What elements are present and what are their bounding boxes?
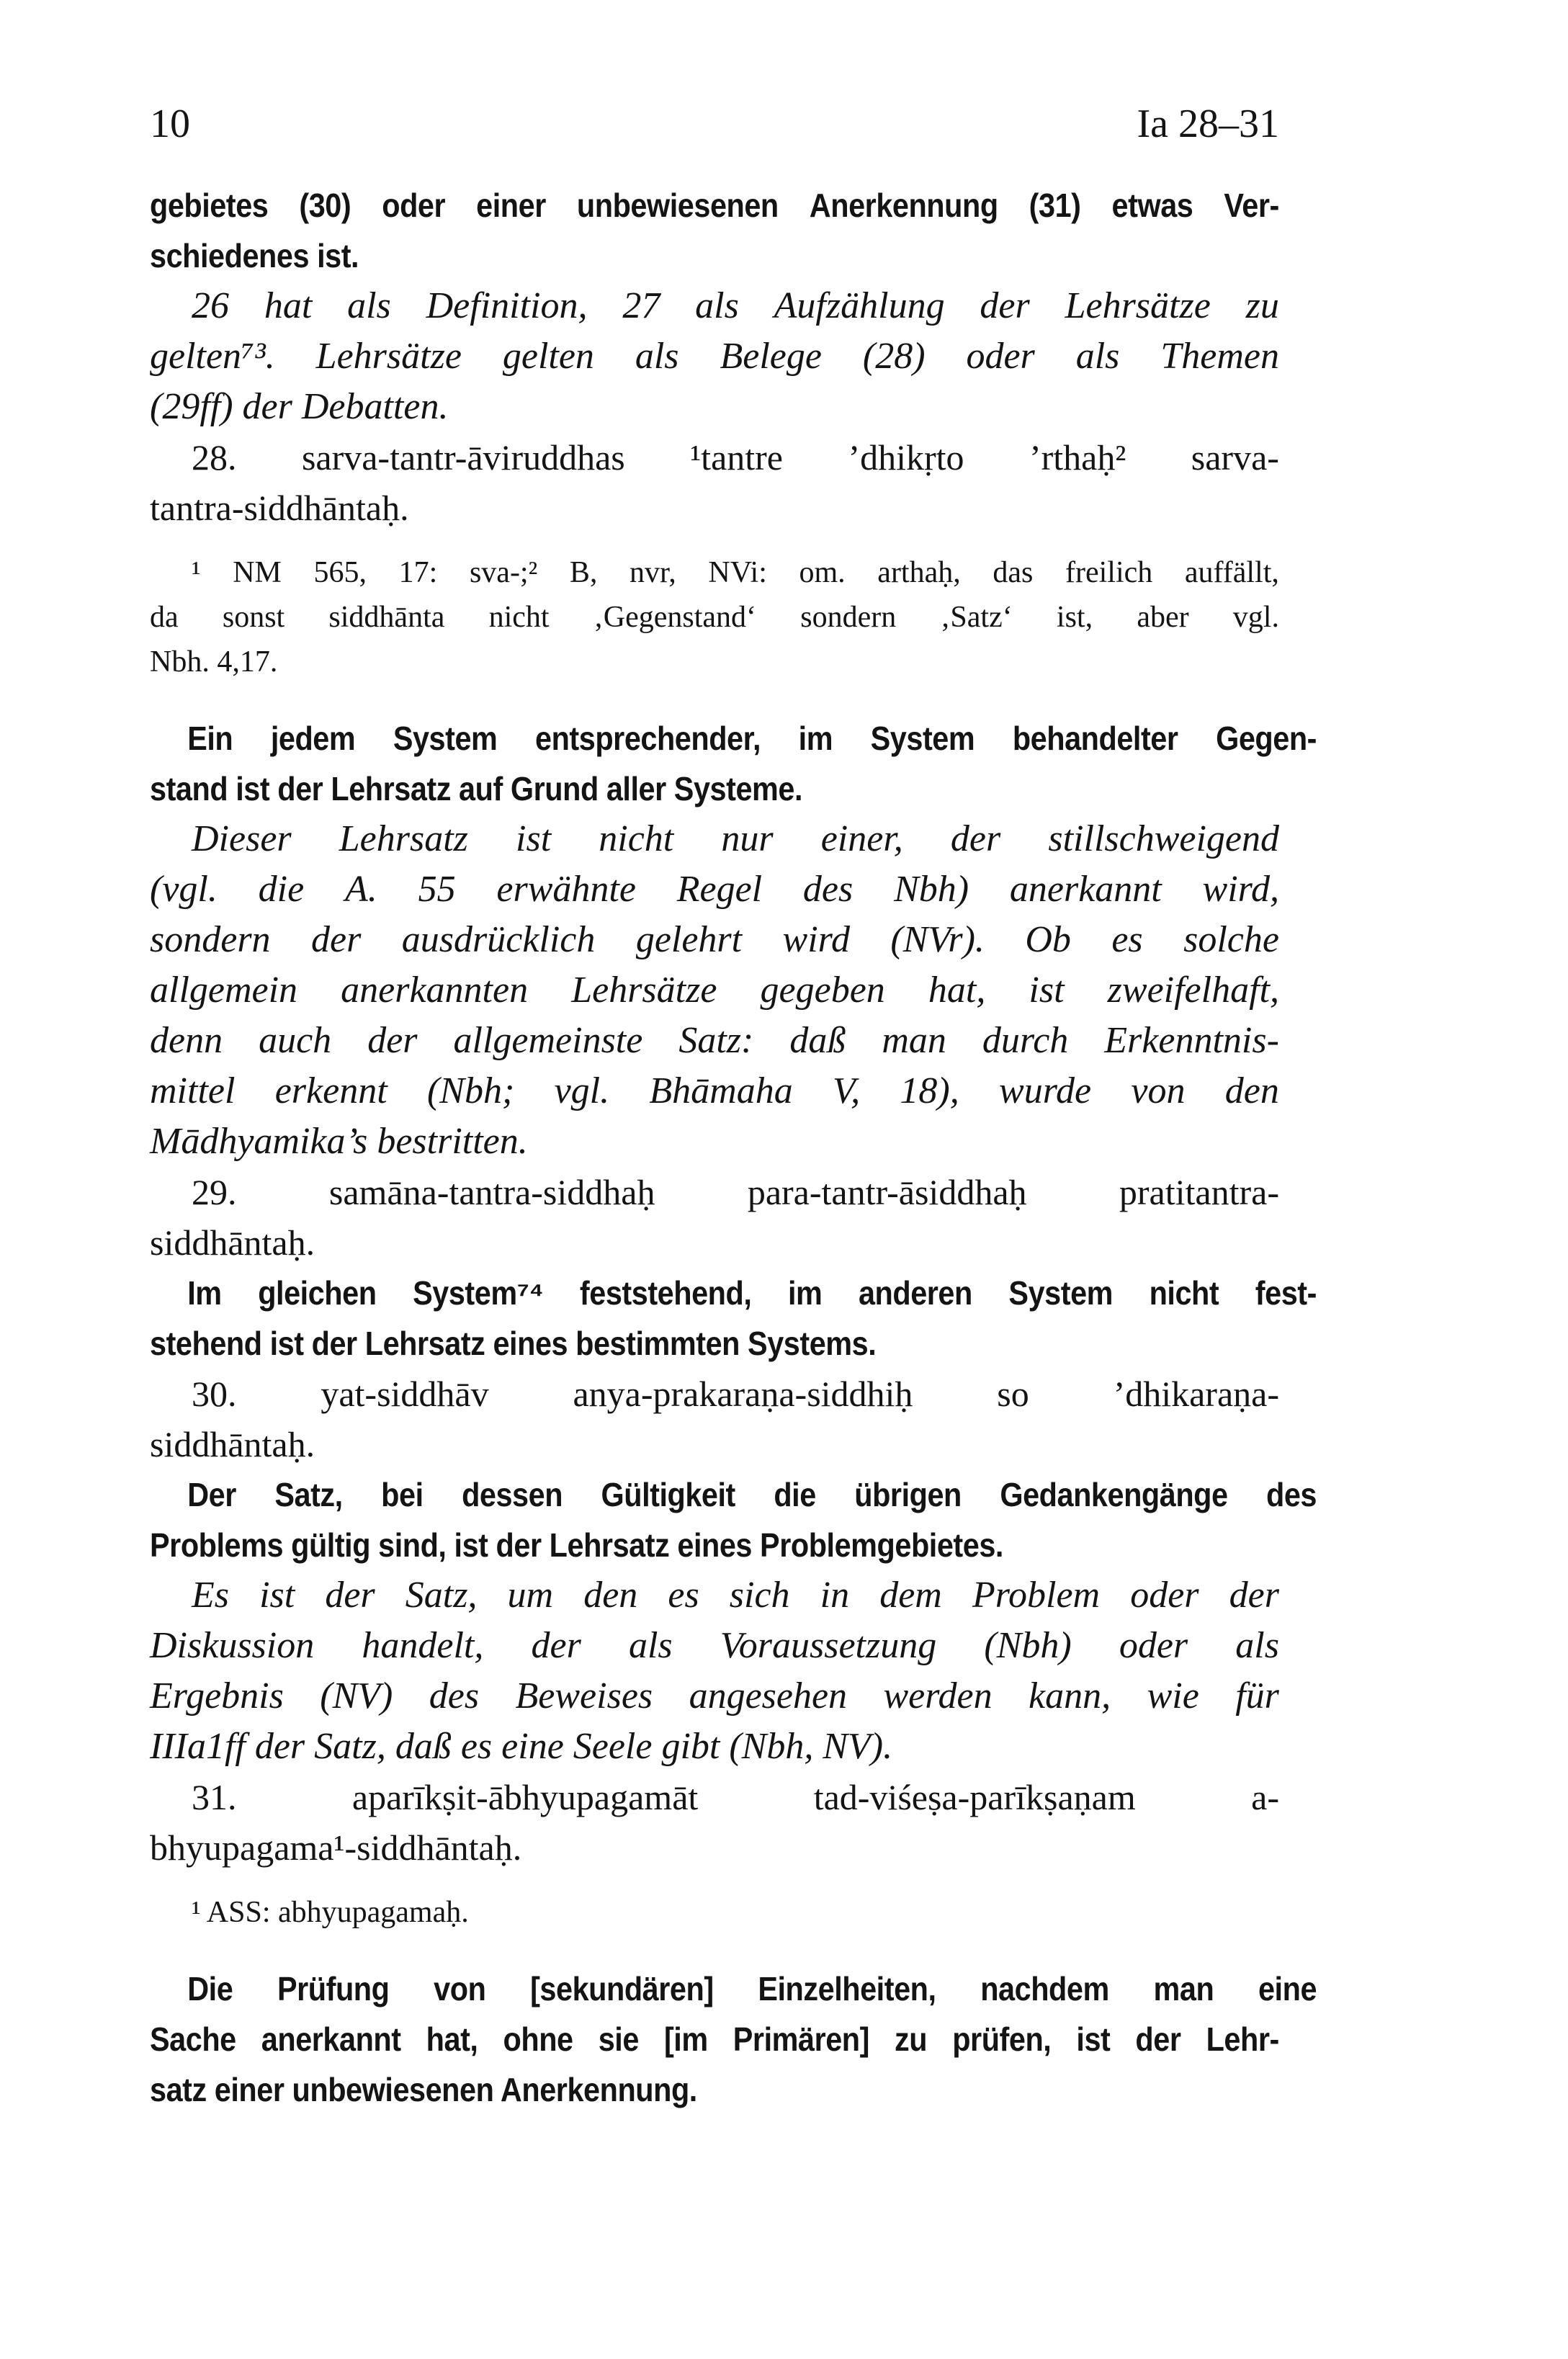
text-line: [150, 1016, 1279, 1066]
word: ist: [259, 1575, 295, 1616]
word: sich: [729, 1575, 790, 1616]
word: etwas: [1111, 187, 1193, 224]
word: Der: [187, 1476, 236, 1513]
word: 17:: [398, 556, 438, 589]
word: Definition,: [426, 285, 588, 326]
word: für: [1235, 1675, 1279, 1716]
word: durch: [982, 1020, 1069, 1061]
text-line: [150, 864, 1279, 915]
word: Beweises: [515, 1675, 653, 1716]
word: Im: [187, 1274, 222, 1312]
word: wird: [782, 919, 850, 960]
word: NM: [233, 556, 282, 589]
text-line: [150, 713, 1317, 764]
word: von: [1131, 1070, 1186, 1111]
footnote-block: [150, 550, 1279, 684]
word: aparīkṣit-ābhyupagamāt: [351, 1777, 699, 1817]
word: ist: [1076, 2020, 1111, 2058]
word: Themen: [1160, 336, 1279, 377]
text-line: stand ist der Lehrsatz auf Grund aller Systeme.: [150, 770, 803, 807]
commentary-block: [150, 1570, 1279, 1772]
word: vgl.: [1232, 601, 1279, 634]
word: man: [882, 1020, 946, 1061]
word: oder: [966, 336, 1035, 377]
word: 18),: [900, 1070, 959, 1111]
word: nachdem: [980, 1970, 1109, 2007]
text-line: [150, 1066, 1279, 1116]
word: übrigen: [854, 1476, 962, 1513]
word: der: [311, 919, 362, 960]
word: gegeben: [760, 970, 885, 1011]
word: den: [583, 1575, 638, 1616]
word: [im: [663, 2020, 708, 2058]
word: Primären]: [733, 2020, 869, 2058]
word: Gültigkeit: [601, 1476, 735, 1513]
text-line: schiedenes ist.: [150, 237, 359, 274]
text-line: IIIa1ff der Satz, daß es eine Seele gibt (Nbh, NV).: [150, 1726, 893, 1767]
word: ’rthaḥ²: [1029, 437, 1126, 478]
word: Bhāmaha: [649, 1070, 793, 1111]
word: ’dhikaraṇa-: [1113, 1374, 1279, 1414]
word: Nbh): [894, 869, 969, 910]
word: sie: [598, 2020, 639, 2058]
word: Die: [187, 1970, 233, 2007]
section-reference: Ia 28–31: [1137, 102, 1279, 146]
text-line: Problems gültig sind, ist der Lehrsatz eines Problemgebietes.: [150, 1526, 1003, 1564]
word: der: [1229, 1575, 1279, 1616]
word: als: [1235, 1625, 1279, 1666]
word: 28.: [192, 437, 237, 478]
text-line: [150, 331, 1279, 382]
word: als: [347, 285, 391, 326]
word: so: [997, 1374, 1029, 1414]
sutra-block: [150, 1369, 1279, 1469]
word: unbewiesenen: [576, 187, 779, 224]
word: vgl.: [554, 1070, 610, 1111]
footnote-line: [150, 550, 1279, 595]
sutra-block: [150, 1167, 1279, 1268]
text-line: [150, 281, 1279, 331]
word: fest-: [1255, 1274, 1317, 1312]
word: (28): [862, 336, 926, 377]
sutra-block: [150, 1772, 1279, 1873]
word: da: [150, 601, 179, 634]
word: System: [1008, 1274, 1114, 1312]
word: Ver-: [1224, 187, 1279, 224]
word: Lehrsatz: [339, 818, 468, 859]
word: (vgl.: [150, 869, 218, 910]
word: Voraussetzung: [720, 1625, 937, 1666]
word: ¹: [192, 556, 201, 589]
word: denn: [150, 1020, 223, 1061]
word: man: [1153, 1970, 1214, 2007]
word: kann,: [1029, 1675, 1111, 1716]
text-line: [150, 1369, 1279, 1419]
word: aber: [1137, 601, 1189, 634]
word: des: [802, 869, 854, 910]
word: jedem: [270, 720, 356, 757]
commentary-block: [150, 814, 1279, 1167]
translation-block: [150, 1469, 1317, 1570]
word: ist: [516, 818, 552, 859]
word: Einzelheiten,: [758, 1970, 936, 2007]
word: gelten: [502, 336, 594, 377]
word: gelten⁷³.: [150, 336, 275, 377]
word: sonst: [222, 601, 285, 634]
word: Dieser: [192, 818, 292, 859]
word: handelt,: [362, 1625, 484, 1666]
word: (30): [299, 187, 351, 224]
word: gebietes: [150, 187, 269, 224]
word: solche: [1183, 919, 1279, 960]
word: nvr,: [629, 556, 676, 589]
word: 27: [622, 285, 660, 326]
word: Lehrsätze: [315, 336, 462, 377]
word: siddhānta: [328, 601, 445, 634]
word: (Nbh): [984, 1625, 1072, 1666]
word: im: [798, 720, 833, 757]
word: hat: [264, 285, 313, 326]
word: sarva-tantr-āviruddhas: [301, 437, 625, 478]
word: ’dhikṛto: [848, 437, 964, 478]
word: Es: [192, 1575, 229, 1616]
word: System: [393, 720, 498, 757]
word: Gegen-: [1216, 720, 1317, 757]
word: Sache: [150, 2020, 236, 2058]
word: sva-;²: [469, 556, 538, 589]
word: nur: [721, 818, 774, 859]
text-line: [150, 965, 1279, 1016]
word: auch: [259, 1020, 332, 1061]
word: Lehr-: [1206, 2020, 1279, 2058]
footnote-line: [150, 595, 1279, 640]
word: Anerkennung: [809, 187, 998, 224]
word: om.: [799, 556, 846, 589]
word: Gedankengänge: [1000, 1476, 1228, 1513]
text-line: tantra-siddhāntaḥ.: [150, 488, 409, 528]
word: als: [1075, 336, 1120, 377]
word: wie: [1147, 1675, 1199, 1716]
translation-block: [150, 180, 1279, 281]
word: (NV): [320, 1675, 393, 1716]
word: Satz,: [405, 1575, 478, 1616]
word: dessen: [462, 1476, 563, 1513]
word: anerkannt: [261, 2020, 401, 2058]
word: sondern: [800, 601, 897, 634]
translation-block: [150, 713, 1317, 814]
word: samāna-tantra-siddhaḥ: [328, 1172, 655, 1212]
word: der: [980, 285, 1030, 326]
word: 26: [192, 285, 229, 326]
word: der: [1135, 2020, 1181, 2058]
word: im: [787, 1274, 823, 1312]
word: (Nbh;: [426, 1070, 515, 1111]
word: Ob: [1025, 919, 1071, 960]
word: yat-siddhāv: [321, 1374, 489, 1414]
word: erwähnte: [496, 869, 636, 910]
translation-block: [150, 1268, 1317, 1369]
footnote-line: Nbh. 4,17.: [150, 645, 278, 679]
text-line: [150, 1167, 1279, 1217]
word: stillschweigend: [1048, 818, 1279, 859]
translation-block: [150, 1964, 1317, 2115]
word: nicht: [1149, 1274, 1219, 1312]
word: gelehrt: [635, 919, 743, 960]
word: allgemein: [150, 970, 298, 1011]
word: Lehrsätze: [1065, 285, 1211, 326]
word: pratitantra-: [1119, 1172, 1279, 1212]
word: oder: [1130, 1575, 1199, 1616]
word: eine: [1258, 1970, 1317, 2007]
word: werden: [883, 1675, 993, 1716]
word: System⁷⁴: [413, 1274, 544, 1312]
text-line: [150, 1268, 1317, 1318]
word: Satz:: [678, 1020, 754, 1061]
word: ¹tantre: [690, 437, 783, 478]
word: der: [367, 1020, 418, 1061]
word: in: [820, 1575, 850, 1616]
word: von: [434, 1970, 486, 2007]
word: nicht: [488, 601, 550, 634]
word: oder: [1119, 1625, 1188, 1666]
word: des: [429, 1675, 480, 1716]
word: zu: [895, 2020, 928, 2058]
page-header: [150, 101, 1279, 180]
word: zu: [1245, 285, 1279, 326]
word: die: [774, 1476, 816, 1513]
word: Erkenntnis-: [1104, 1020, 1279, 1061]
word: System: [870, 720, 975, 757]
text-line: [150, 1964, 1317, 2014]
text-line: [150, 2014, 1279, 2064]
word: ‚Gegenstand‘: [593, 601, 757, 634]
text-line: siddhāntaḥ.: [150, 1222, 315, 1263]
word: Ergebnis: [150, 1675, 284, 1716]
text-line: [150, 1621, 1279, 1671]
word: mittel: [150, 1070, 236, 1111]
word: hat,: [426, 2020, 478, 2058]
word: zweifelhaft,: [1107, 970, 1279, 1011]
word: 29.: [192, 1172, 237, 1212]
book-page: [150, 101, 1317, 2115]
word: der: [950, 818, 1001, 859]
word: Satz,: [274, 1476, 343, 1513]
word: hat,: [928, 970, 986, 1011]
word: um: [507, 1575, 554, 1616]
commentary-block: [150, 281, 1279, 432]
text-line: [150, 180, 1279, 230]
text-line: (29ff) der Debatten.: [150, 386, 449, 427]
word: den: [1224, 1070, 1279, 1111]
word: des: [1266, 1476, 1317, 1513]
word: wurde: [999, 1070, 1092, 1111]
word: 30.: [192, 1374, 237, 1414]
word: Lehrsätze: [571, 970, 717, 1011]
word: die: [258, 869, 305, 910]
text-line: [150, 814, 1279, 864]
word: freilich: [1065, 556, 1153, 589]
word: anerkannt: [1009, 869, 1162, 910]
word: [sekundären]: [530, 1970, 714, 2007]
word: ausdrücklich: [401, 919, 596, 960]
text-line: satz einer unbewiesenen Anerkennung.: [150, 2071, 697, 2108]
word: anya-prakaraṇa-siddhiḥ: [573, 1374, 913, 1414]
word: sondern: [150, 919, 271, 960]
word: der: [531, 1625, 581, 1666]
text-line: [150, 915, 1279, 965]
word: ist: [1029, 970, 1065, 1011]
word: tad-viśeṣa-parīkṣaṇam: [813, 1777, 1136, 1817]
word: Problem: [972, 1575, 1101, 1616]
word: als: [695, 285, 739, 326]
word: prüfen,: [952, 2020, 1052, 2058]
word: 31.: [192, 1777, 237, 1817]
word: erkennt: [274, 1070, 387, 1111]
text-line: [150, 1671, 1279, 1722]
text-line: bhyupagama¹-siddhāntaḥ.: [150, 1827, 522, 1868]
word: feststehend,: [579, 1274, 752, 1312]
word: oder: [382, 187, 446, 224]
word: anderen: [858, 1274, 972, 1312]
word: entsprechender,: [534, 720, 761, 757]
word: Diskussion: [150, 1625, 315, 1666]
text-line: siddhāntaḥ.: [150, 1424, 315, 1464]
word: ist,: [1056, 601, 1093, 634]
text-line: [150, 432, 1279, 483]
word: Regel: [676, 869, 763, 910]
word: ‚Satz‘: [940, 601, 1013, 634]
footnote-line: ¹ ASS: abhyupagamaḥ.: [192, 1896, 469, 1929]
word: NVi:: [708, 556, 767, 589]
word: Belege: [720, 336, 822, 377]
word: 55: [418, 869, 456, 910]
text-line: Mādhyamika’s bestritten.: [150, 1121, 528, 1162]
word: als: [635, 336, 679, 377]
word: Prüfung: [277, 1970, 390, 2007]
word: einer: [476, 187, 546, 224]
text-line: [150, 1570, 1279, 1621]
word: angesehen: [689, 1675, 848, 1716]
word: arthaḥ,: [877, 556, 961, 589]
word: das: [993, 556, 1034, 589]
word: anerkannten: [341, 970, 529, 1011]
word: Aufzählung: [774, 285, 945, 326]
word: gleichen: [258, 1274, 377, 1312]
footnote-block: [150, 1890, 1279, 1935]
word: der: [325, 1575, 375, 1616]
word: bei: [381, 1476, 424, 1513]
word: dem: [879, 1575, 942, 1616]
word: ohne: [503, 2020, 573, 2058]
word: (NVr).: [890, 919, 985, 960]
word: A.: [345, 869, 377, 910]
word: wird,: [1202, 869, 1279, 910]
word: Ein: [187, 720, 233, 757]
page-number: 10: [150, 102, 190, 146]
word: es: [1111, 919, 1143, 960]
word: B,: [569, 556, 598, 589]
word: sarva-: [1191, 437, 1279, 478]
sutra-block: [150, 432, 1279, 533]
word: als: [628, 1625, 673, 1666]
text-line: stehend ist der Lehrsatz eines bestimmten Systems.: [150, 1325, 877, 1362]
word: 565,: [313, 556, 367, 589]
word: para-tantr-āsiddhaḥ: [747, 1172, 1027, 1212]
word: auffällt,: [1184, 556, 1279, 589]
word: nicht: [599, 818, 674, 859]
word: V,: [833, 1070, 861, 1111]
word: einer,: [820, 818, 903, 859]
word: behandelter: [1012, 720, 1178, 757]
word: allgemeinste: [453, 1020, 643, 1061]
text-line: [150, 1772, 1279, 1822]
word: es: [668, 1575, 699, 1616]
word: a-: [1251, 1777, 1279, 1817]
text-line: [150, 1469, 1317, 1520]
word: daß: [789, 1020, 846, 1061]
word: (31): [1029, 187, 1081, 224]
